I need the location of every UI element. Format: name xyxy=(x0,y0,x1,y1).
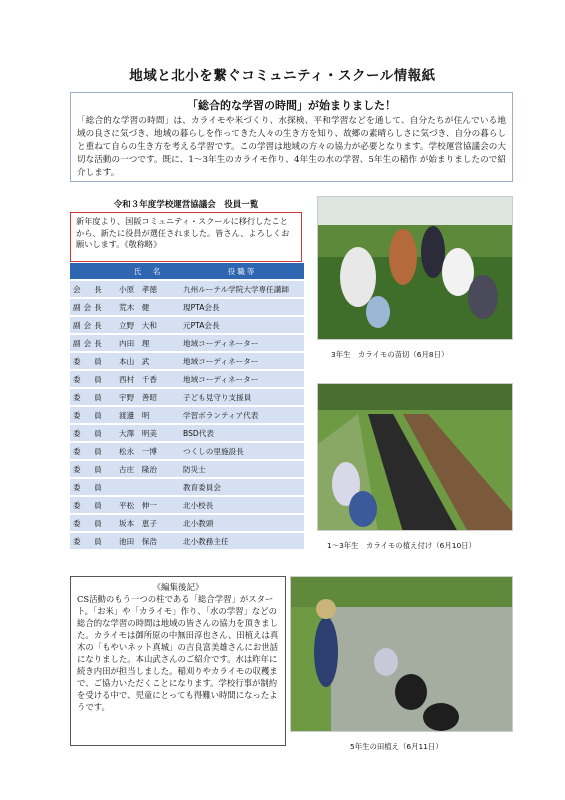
member-position: 地域コーディネーター xyxy=(180,335,304,351)
member-name: 荒木 健 xyxy=(116,299,180,315)
member-name: 松永 一博 xyxy=(116,443,180,459)
intro-box xyxy=(70,92,513,182)
member-name: 宇野 善昭 xyxy=(116,389,180,405)
table-row xyxy=(70,281,304,297)
member-role: 委 員 xyxy=(70,497,116,513)
council-notice: 新年度より、国阪コミュニティ・スクールに移行したことから、新たに役員が選任されました。皆さん、よろしくお願いします。《敬称略》 xyxy=(76,216,290,249)
table-row xyxy=(70,479,304,495)
table-row xyxy=(70,407,304,423)
table-row xyxy=(70,335,304,351)
editor-notes-title: 《編集後記》 xyxy=(152,583,204,593)
intro-heading: 「総合的な学習の時間」が始まりました！ xyxy=(187,99,396,112)
member-role: 副会長 xyxy=(70,299,116,315)
header-position: 役職等 xyxy=(180,263,304,279)
member-role: 委 員 xyxy=(70,443,116,459)
member-role: 委 員 xyxy=(70,515,116,531)
member-position: つくしの里施設長 xyxy=(180,443,304,459)
editor-notes-body: CS活動のもう一つの柱である「総合学習」がスタート。「お米」や「カライモ」作り、「水の学習」などの総合的な学習の時間は地域の皆さんの協力を頂きました。カライモは御所原の中無田淳也さん、田植えは真木の「もやいネット真城」の吉良富美雄さんにお世話になりました。本山武さんのご紹介です。水は昨年に続き内田が担当しました。稲刈りやカライモの収穫まで、ご協力いただくことになります。学校行事が制約を受ける中で、児童にとっても得難い時間になったようです。 xyxy=(77,594,279,712)
member-position: 地域コーディネーター xyxy=(180,353,304,369)
table-row xyxy=(70,353,304,369)
table-row xyxy=(70,515,304,531)
member-position: 北小教頭 xyxy=(180,515,304,531)
member-position: 子ども見守り支援員 xyxy=(180,389,304,405)
member-role: 委 員 xyxy=(70,533,116,549)
member-position: 北小教務主任 xyxy=(180,533,304,549)
member-name: 本山 武 xyxy=(116,353,180,369)
member-position: 現PTA会長 xyxy=(180,299,304,315)
member-position: 北小校長 xyxy=(180,497,304,513)
member-role: 委 員 xyxy=(70,407,116,423)
member-role: 委 員 xyxy=(70,461,116,477)
field-photo-3 xyxy=(291,577,513,732)
council-members-table xyxy=(70,261,304,551)
member-position: 教育委員会 xyxy=(180,479,304,495)
member-role: 委 員 xyxy=(70,353,116,369)
header-name: 氏 名 xyxy=(116,263,180,279)
member-name: 古庄 隆治 xyxy=(116,461,180,477)
intro-body: 「総合的な学習の時間」は、カライモや米づくり、水探検、平和学習などを通して、自分たちが住んでいる地域の良さに気づき、地域の暮らしを作ってきた人々の生き方を知り、故郷の素晴らしさに気づき、自分の暮らしと重ねて自らの生き方を考える学習です。この学習は地域の方々の協力が必要となります。学校運営協議会の大切な活動の一つです。既に、1～3年生のカライモ作り、4年生の水の学習、5年生の稲作 が始まりましたので紹介します。 xyxy=(77,116,507,178)
photo-sweet-potato-planting xyxy=(317,383,513,531)
photo-caption-2: 1～3年生 カライモの植え付け（6月10日） xyxy=(327,541,476,550)
member-name: 平松 伸一 xyxy=(116,497,180,513)
table-row xyxy=(70,371,304,387)
member-position: 元PTA会長 xyxy=(180,317,304,333)
photo-sweet-potato-cutting xyxy=(317,196,513,340)
table-row xyxy=(70,425,304,441)
photo-caption-1: 3年生 カライモの苗切（6月8日） xyxy=(331,350,449,359)
member-name: 内田 理 xyxy=(116,335,180,351)
table-row xyxy=(70,389,304,405)
member-name: 渡邊 明 xyxy=(116,407,180,423)
member-position: 九州ルーテル学院大学専任講師 xyxy=(180,281,304,297)
table-row xyxy=(70,497,304,513)
council-notice-box xyxy=(70,212,302,262)
photo-caption-3: 5年生の田植え（6月11日） xyxy=(350,742,443,751)
table-row xyxy=(70,299,304,315)
council-title: 令和３年度学校運営協議会 役員一覧 xyxy=(113,200,259,210)
table-header-row xyxy=(70,263,304,279)
member-name: 立野 大和 xyxy=(116,317,180,333)
member-role: 会 長 xyxy=(70,281,116,297)
member-role: 委 員 xyxy=(70,479,116,495)
newsletter-title: 地域と北小を繋ぐコミュニティ・スクール情報紙 xyxy=(129,68,436,84)
member-name: 大澤 明美 xyxy=(116,425,180,441)
table-row xyxy=(70,443,304,459)
photo-rice-planting xyxy=(290,576,513,732)
member-position: BSD代表 xyxy=(180,425,304,441)
member-role: 委 員 xyxy=(70,371,116,387)
table-row xyxy=(70,461,304,477)
member-name: 坂本 恵子 xyxy=(116,515,180,531)
member-position: 地域コーディネーター xyxy=(180,371,304,387)
member-role: 副会長 xyxy=(70,335,116,351)
member-role: 委 員 xyxy=(70,389,116,405)
member-position: 学習ボランティア代表 xyxy=(180,407,304,423)
member-position: 防災士 xyxy=(180,461,304,477)
member-role: 副会長 xyxy=(70,317,116,333)
field-photo-1 xyxy=(318,197,513,340)
field-photo-2 xyxy=(318,384,513,531)
member-name: 西村 千香 xyxy=(116,371,180,387)
member-name xyxy=(116,479,180,495)
table-row xyxy=(70,317,304,333)
member-role: 委 員 xyxy=(70,425,116,441)
table-row xyxy=(70,533,304,549)
member-name: 小原 孝徳 xyxy=(116,281,180,297)
editor-notes-box xyxy=(70,576,286,746)
member-name: 池田 保浩 xyxy=(116,533,180,549)
